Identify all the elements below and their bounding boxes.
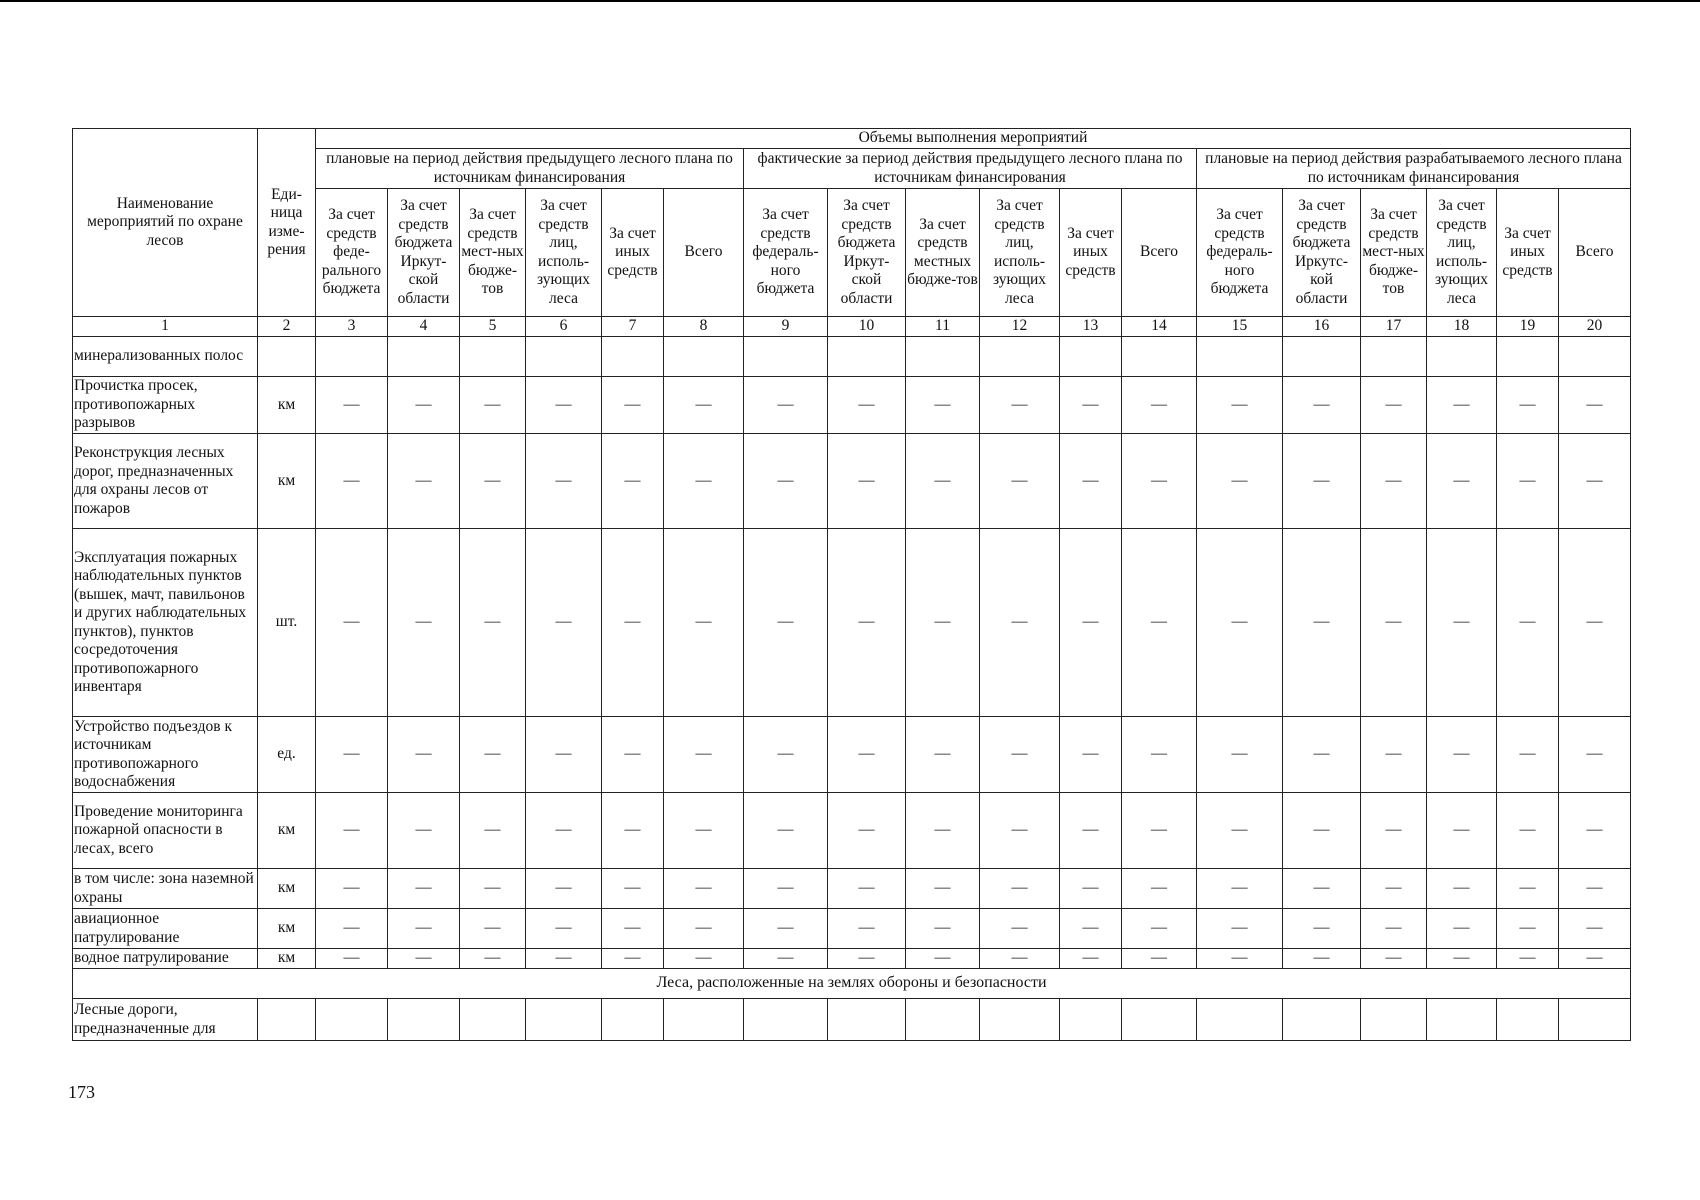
- section-row: [73, 969, 1631, 999]
- row-value: [980, 337, 1060, 377]
- row-value: —: [664, 434, 744, 529]
- row-unit: км: [258, 377, 316, 434]
- row-value: [1497, 337, 1559, 377]
- row-value: —: [388, 529, 460, 717]
- row-value: —: [1427, 434, 1497, 529]
- row-value: —: [1427, 869, 1497, 909]
- row-value: —: [1361, 793, 1427, 869]
- header-subcol-7: За счет иных средств: [602, 189, 664, 317]
- table-row: [73, 949, 1631, 969]
- row-value: —: [980, 529, 1060, 717]
- row-value: —: [1197, 377, 1283, 434]
- row-unit: км: [258, 909, 316, 949]
- row-value: —: [744, 529, 828, 717]
- row-value: —: [1122, 377, 1197, 434]
- row-value: —: [460, 529, 526, 717]
- row-value: [602, 999, 664, 1041]
- row-value: —: [316, 793, 388, 869]
- row-value: —: [1122, 869, 1197, 909]
- row-value: —: [828, 377, 906, 434]
- row-value: —: [1060, 434, 1122, 529]
- row-value: —: [1559, 869, 1631, 909]
- row-value: —: [828, 949, 906, 969]
- row-value: [1060, 999, 1122, 1041]
- header-group-2: фактические за период действия предыдущего лесного плана по источникам финансирования: [744, 149, 1197, 189]
- row-value: —: [602, 869, 664, 909]
- row-value: [316, 337, 388, 377]
- row-value: —: [1427, 377, 1497, 434]
- column-number-14: 14: [1122, 317, 1197, 337]
- row-value: —: [1197, 434, 1283, 529]
- header-subcol-17: За счет средств мест-ных бюдже-тов: [1361, 189, 1427, 317]
- row-unit: км: [258, 949, 316, 969]
- header-subcol-18: За счет средств лиц, исполь-зующих леса: [1427, 189, 1497, 317]
- row-value: —: [906, 717, 980, 793]
- row-value: —: [980, 377, 1060, 434]
- row-value: [1283, 337, 1361, 377]
- table-row: [73, 717, 1631, 793]
- row-value: —: [1559, 793, 1631, 869]
- table-row: [73, 337, 1631, 377]
- row-name: Проведение мониторинга пожарной опасности в лесах, всего: [73, 793, 258, 869]
- row-value: —: [744, 949, 828, 969]
- row-value: —: [664, 717, 744, 793]
- row-value: —: [1427, 949, 1497, 969]
- row-unit: шт.: [258, 529, 316, 717]
- row-value: —: [316, 377, 388, 434]
- row-value: —: [1559, 717, 1631, 793]
- row-value: —: [906, 909, 980, 949]
- row-value: —: [526, 909, 602, 949]
- row-value: —: [526, 434, 602, 529]
- row-value: —: [526, 949, 602, 969]
- column-number-15: 15: [1197, 317, 1283, 337]
- header-subcol-6: За счет средств лиц, исполь-зующих леса: [526, 189, 602, 317]
- row-value: —: [1361, 377, 1427, 434]
- column-number-20: 20: [1559, 317, 1631, 337]
- row-value: —: [388, 869, 460, 909]
- row-value: —: [602, 909, 664, 949]
- row-value: [388, 337, 460, 377]
- header-unit-column: Еди-ница изме-рения: [258, 129, 316, 317]
- row-name: авиационное патрулирование: [73, 909, 258, 949]
- row-value: —: [828, 434, 906, 529]
- row-value: —: [1283, 717, 1361, 793]
- header-subcol-5: За счет средств мест-ных бюдже-тов: [460, 189, 526, 317]
- row-value: [828, 999, 906, 1041]
- row-value: —: [1559, 949, 1631, 969]
- row-value: —: [602, 377, 664, 434]
- row-value: —: [980, 869, 1060, 909]
- row-value: —: [828, 717, 906, 793]
- row-value: —: [1361, 869, 1427, 909]
- row-value: [1559, 337, 1631, 377]
- row-value: —: [1283, 949, 1361, 969]
- row-value: [828, 337, 906, 377]
- row-value: [316, 999, 388, 1041]
- column-number-5: 5: [460, 317, 526, 337]
- row-value: [1060, 337, 1122, 377]
- row-value: —: [460, 869, 526, 909]
- row-value: —: [388, 793, 460, 869]
- row-value: [1122, 999, 1197, 1041]
- row-value: —: [1122, 949, 1197, 969]
- row-value: —: [460, 717, 526, 793]
- row-value: —: [828, 529, 906, 717]
- row-value: [1427, 999, 1497, 1041]
- row-value: —: [388, 377, 460, 434]
- column-number-8: 8: [664, 317, 744, 337]
- row-value: —: [1497, 717, 1559, 793]
- row-value: —: [526, 869, 602, 909]
- column-number-10: 10: [828, 317, 906, 337]
- row-value: [906, 999, 980, 1041]
- row-value: —: [602, 434, 664, 529]
- row-value: —: [664, 909, 744, 949]
- row-value: —: [664, 529, 744, 717]
- row-value: —: [1197, 717, 1283, 793]
- table-row: [73, 434, 1631, 529]
- row-value: —: [1060, 909, 1122, 949]
- row-value: [460, 337, 526, 377]
- row-value: —: [1497, 869, 1559, 909]
- row-value: —: [1283, 869, 1361, 909]
- row-value: —: [1060, 869, 1122, 909]
- row-value: —: [1060, 793, 1122, 869]
- row-value: —: [388, 909, 460, 949]
- row-value: —: [1427, 909, 1497, 949]
- column-number-4: 4: [388, 317, 460, 337]
- row-unit: км: [258, 869, 316, 909]
- row-value: —: [1497, 434, 1559, 529]
- row-value: —: [1427, 717, 1497, 793]
- header-subcol-14: Всего: [1122, 189, 1197, 317]
- row-value: —: [980, 717, 1060, 793]
- header-subcol-20: Всего: [1559, 189, 1631, 317]
- row-value: —: [980, 909, 1060, 949]
- row-value: —: [744, 909, 828, 949]
- forest-protection-table: [72, 128, 1631, 1041]
- row-value: —: [316, 869, 388, 909]
- row-value: [526, 999, 602, 1041]
- row-value: —: [1122, 434, 1197, 529]
- row-value: —: [1197, 793, 1283, 869]
- row-name: Эксплуатация пожарных наблюдательных пунктов (вышек, мачт, павильонов и других наблюдательных пунктов), пунктов сосредоточения противопожарного инвентаря: [73, 529, 258, 717]
- column-number-1: 1: [73, 317, 258, 337]
- row-value: —: [1427, 529, 1497, 717]
- row-value: —: [1427, 793, 1497, 869]
- row-value: —: [1283, 909, 1361, 949]
- row-value: —: [316, 434, 388, 529]
- row-value: —: [1361, 909, 1427, 949]
- row-name: минерализованных полос: [73, 337, 258, 377]
- row-value: —: [602, 949, 664, 969]
- column-number-16: 16: [1283, 317, 1361, 337]
- row-value: —: [744, 377, 828, 434]
- row-value: —: [316, 529, 388, 717]
- row-value: [1361, 337, 1427, 377]
- row-name: Лесные дороги, предназначенные для: [73, 999, 258, 1041]
- row-value: [980, 999, 1060, 1041]
- row-value: [744, 999, 828, 1041]
- row-value: —: [460, 949, 526, 969]
- row-value: [744, 337, 828, 377]
- row-unit: км: [258, 793, 316, 869]
- row-value: [1283, 999, 1361, 1041]
- row-value: —: [460, 434, 526, 529]
- row-value: [1559, 999, 1631, 1041]
- row-value: —: [1197, 869, 1283, 909]
- row-name: Реконструкция лесных дорог, предназначенных для охраны лесов от пожаров: [73, 434, 258, 529]
- header-subcol-4: За счет средств бюджета Иркут-ской области: [388, 189, 460, 317]
- row-value: —: [1361, 434, 1427, 529]
- row-value: —: [980, 793, 1060, 869]
- row-value: [602, 337, 664, 377]
- column-number-17: 17: [1361, 317, 1427, 337]
- row-value: —: [744, 434, 828, 529]
- row-value: [664, 337, 744, 377]
- column-number-7: 7: [602, 317, 664, 337]
- row-value: [664, 999, 744, 1041]
- row-value: [1361, 999, 1427, 1041]
- row-value: —: [1060, 377, 1122, 434]
- column-number-11: 11: [906, 317, 980, 337]
- row-name: Прочистка просек, противопожарных разрывов: [73, 377, 258, 434]
- table-row: [73, 529, 1631, 717]
- row-unit: ед.: [258, 717, 316, 793]
- page-top-border: [0, 0, 1700, 2]
- row-value: —: [828, 869, 906, 909]
- row-value: —: [388, 949, 460, 969]
- row-name: Устройство подъездов к источникам противопожарного водоснабжения: [73, 717, 258, 793]
- row-value: [1122, 337, 1197, 377]
- table-row: [73, 999, 1631, 1041]
- header-subcol-13: За счет иных средств: [1060, 189, 1122, 317]
- table-row: [73, 869, 1631, 909]
- row-value: —: [828, 909, 906, 949]
- row-unit: [258, 999, 316, 1041]
- row-value: —: [744, 793, 828, 869]
- row-value: —: [1122, 793, 1197, 869]
- row-value: [1197, 999, 1283, 1041]
- row-value: —: [1122, 909, 1197, 949]
- row-value: —: [1361, 529, 1427, 717]
- header-subcol-11: За счет средств местных бюдже-тов: [906, 189, 980, 317]
- row-unit: [258, 337, 316, 377]
- header-group-3: плановые на период действия разрабатываемого лесного плана по источникам финансирования: [1197, 149, 1631, 189]
- row-value: —: [906, 869, 980, 909]
- column-number-13: 13: [1060, 317, 1122, 337]
- row-value: —: [1497, 529, 1559, 717]
- row-value: —: [906, 434, 980, 529]
- row-value: —: [744, 869, 828, 909]
- row-value: —: [460, 793, 526, 869]
- row-value: —: [1283, 793, 1361, 869]
- row-value: —: [1497, 949, 1559, 969]
- column-number-6: 6: [526, 317, 602, 337]
- column-number-3: 3: [316, 317, 388, 337]
- header-subcol-3: За счет средств феде-рального бюджета: [316, 189, 388, 317]
- row-value: [906, 337, 980, 377]
- row-value: —: [316, 949, 388, 969]
- page-number: 173: [68, 1082, 95, 1102]
- row-value: —: [828, 793, 906, 869]
- row-value: —: [526, 717, 602, 793]
- row-value: —: [316, 909, 388, 949]
- row-value: —: [1559, 377, 1631, 434]
- column-number-2: 2: [258, 317, 316, 337]
- row-value: —: [460, 909, 526, 949]
- row-value: —: [388, 717, 460, 793]
- row-value: —: [460, 377, 526, 434]
- row-value: —: [980, 434, 1060, 529]
- header-name-column: Наименование мероприятий по охране лесов: [73, 129, 258, 317]
- column-number-18: 18: [1427, 317, 1497, 337]
- row-value: —: [602, 793, 664, 869]
- row-value: —: [316, 717, 388, 793]
- header-subcol-16: За счет средств бюджета Иркутс-кой области: [1283, 189, 1361, 317]
- row-value: —: [1361, 949, 1427, 969]
- row-value: —: [602, 717, 664, 793]
- row-value: —: [664, 869, 744, 909]
- row-value: —: [1060, 949, 1122, 969]
- header-subcol-12: За счет средств лиц, исполь-зующих леса: [980, 189, 1060, 317]
- header-subcol-15: За счет средств федераль-ного бюджета: [1197, 189, 1283, 317]
- row-value: —: [1122, 717, 1197, 793]
- row-value: —: [744, 717, 828, 793]
- row-value: [460, 999, 526, 1041]
- table-row: [73, 793, 1631, 869]
- row-value: —: [526, 793, 602, 869]
- header-subcol-9: За счет средств федераль-ного бюджета: [744, 189, 828, 317]
- row-value: —: [1197, 949, 1283, 969]
- row-value: [1197, 337, 1283, 377]
- row-value: —: [1060, 717, 1122, 793]
- row-value: —: [1361, 717, 1427, 793]
- row-value: —: [906, 949, 980, 969]
- row-value: —: [1559, 909, 1631, 949]
- section-title: Леса, расположенные на землях обороны и безопасности: [73, 969, 1631, 999]
- row-value: —: [664, 793, 744, 869]
- row-value: —: [1497, 793, 1559, 869]
- row-value: —: [388, 434, 460, 529]
- row-value: —: [906, 377, 980, 434]
- row-value: —: [1559, 529, 1631, 717]
- row-value: —: [1122, 529, 1197, 717]
- table-row: [73, 909, 1631, 949]
- row-value: —: [1283, 529, 1361, 717]
- row-value: —: [1197, 909, 1283, 949]
- row-value: —: [526, 377, 602, 434]
- header-subcol-8: Всего: [664, 189, 744, 317]
- row-value: —: [1497, 377, 1559, 434]
- header-subcol-19: За счет иных средств: [1497, 189, 1559, 317]
- row-value: —: [1060, 529, 1122, 717]
- column-number-12: 12: [980, 317, 1060, 337]
- header-subcol-10: За счет средств бюджета Иркут-ской области: [828, 189, 906, 317]
- row-value: —: [906, 793, 980, 869]
- row-value: —: [906, 529, 980, 717]
- row-value: [526, 337, 602, 377]
- row-value: [1427, 337, 1497, 377]
- row-name: водное патрулирование: [73, 949, 258, 969]
- row-value: —: [1197, 529, 1283, 717]
- row-value: —: [602, 529, 664, 717]
- row-value: [1497, 999, 1559, 1041]
- row-name: в том числе: зона наземной охраны: [73, 869, 258, 909]
- header-group-1: плановые на период действия предыдущего лесного плана по источникам финансирования: [316, 149, 744, 189]
- row-value: —: [1559, 434, 1631, 529]
- row-value: —: [1283, 377, 1361, 434]
- row-value: [388, 999, 460, 1041]
- row-unit: км: [258, 434, 316, 529]
- row-value: —: [1283, 434, 1361, 529]
- row-value: —: [664, 949, 744, 969]
- column-number-19: 19: [1497, 317, 1559, 337]
- header-row-volumes: [73, 129, 1631, 149]
- header-row-numbers: [73, 317, 1631, 337]
- row-value: —: [664, 377, 744, 434]
- table-row: [73, 377, 1631, 434]
- column-number-9: 9: [744, 317, 828, 337]
- row-value: —: [1497, 909, 1559, 949]
- row-value: —: [980, 949, 1060, 969]
- forest-protection-table-wrap: [72, 128, 1631, 1041]
- row-value: —: [526, 529, 602, 717]
- header-volumes: Объемы выполнения мероприятий: [316, 129, 1631, 149]
